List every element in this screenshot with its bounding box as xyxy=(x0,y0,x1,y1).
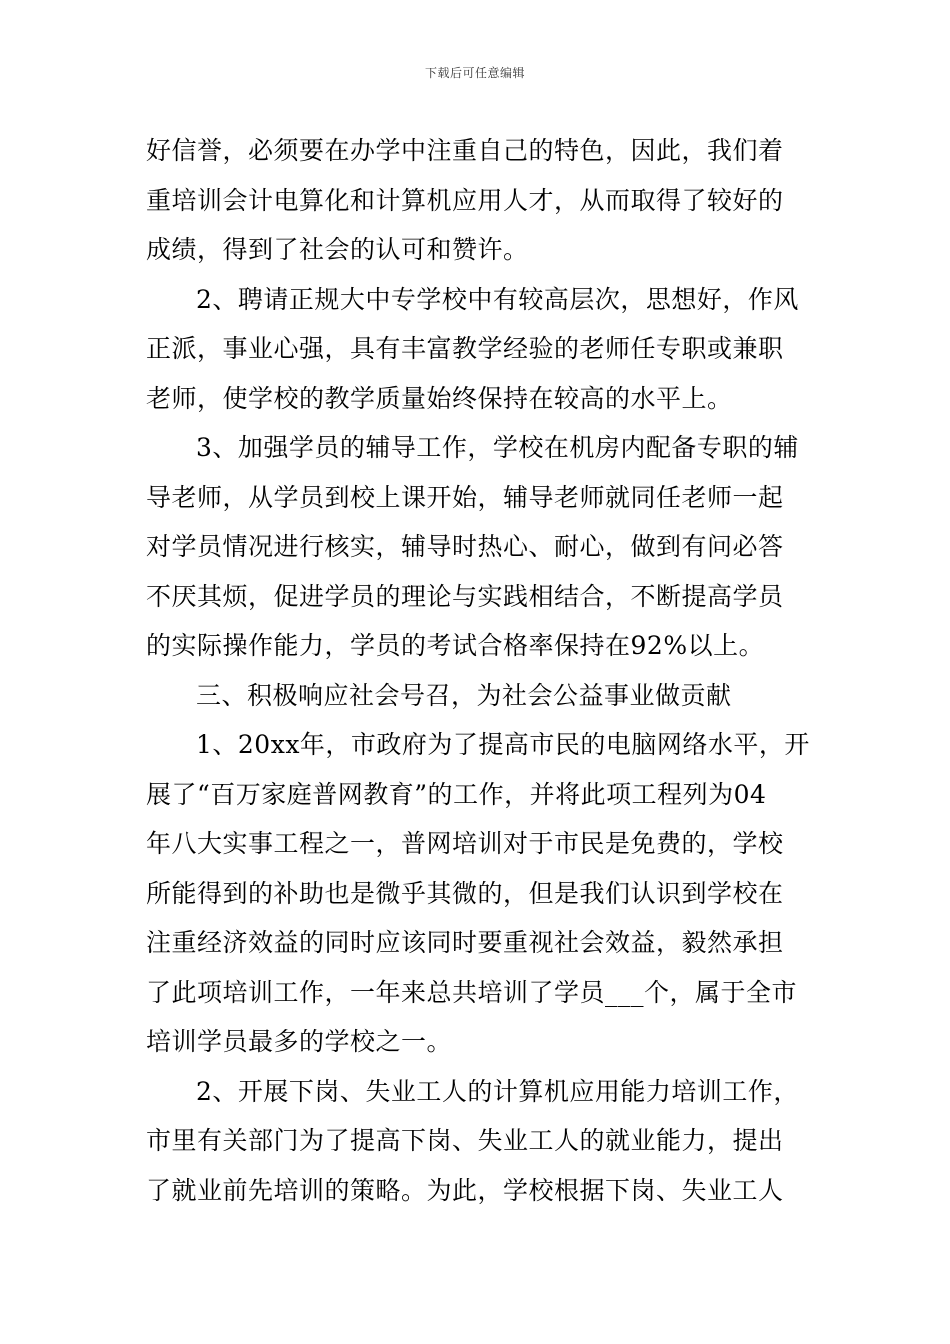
paragraph-start-line: 2、开展下岗、失业工人的计算机应用能力培训工作， xyxy=(196,1076,799,1106)
paragraph-start-line: 1、20xx年，市政府为了提高市民的电脑网络水平，开 xyxy=(196,730,810,759)
text-line: 年八大实事工程之一，普网培训对于市民是免费的，学校 xyxy=(146,829,784,858)
text-line: 注重经济效益的同时应该同时要重视社会效益，毅然承担 xyxy=(146,928,784,957)
text-line: 了就业前先培训的策略。为此，学校根据下岗、失业工人 xyxy=(146,1175,784,1205)
paragraph-start-line: 3、加强学员的辅导工作，学校在机房内配备专职的辅 xyxy=(196,433,799,462)
text-line: 正派，事业心强，具有丰富教学经验的老师任专职或兼职 xyxy=(146,334,784,363)
text-line: 的实际操作能力，学员的考试合格率保持在92%以上。 xyxy=(146,631,765,660)
text-line: 好信誉，必须要在办学中注重自己的特色，因此，我们着 xyxy=(146,136,784,165)
text-line: 市里有关部门为了提高下岗、失业工人的就业能力，提出 xyxy=(146,1126,784,1155)
section-heading: 三、积极响应社会号召，为社会公益事业做贡献 xyxy=(196,680,732,710)
text-line: 了此项培训工作，一年来总共培训了学员___个，属于全市 xyxy=(146,977,798,1007)
text-line: 对学员情况进行核实，辅导时热心、耐心，做到有问必答 xyxy=(146,532,784,561)
text-line: 不厌其烦，促进学员的理论与实践相结合，不断提高学员 xyxy=(146,581,784,611)
text-line: 老师，使学校的教学质量始终保持在较高的水平上。 xyxy=(146,383,733,413)
body-text xyxy=(146,126,808,1215)
header-note: 下载后可任意编辑 xyxy=(424,66,525,80)
text-line: 重培训会计电算化和计算机应用人才，从而取得了较好的 xyxy=(146,185,784,215)
text-line: 展了“百万家庭普网教育”的工作，并将此项工程列为04 xyxy=(146,779,767,809)
text-line: 导老师，从学员到校上课开始，辅导老师就同任老师一起 xyxy=(146,482,784,512)
text-line: 所能得到的补助也是微乎其微的，但是我们认识到学校在 xyxy=(146,878,784,908)
paragraph-start-line: 2、聘请正规大中专学校中有较高层次，思想好，作风 xyxy=(196,284,799,314)
text-line: 培训学员最多的学校之一。 xyxy=(146,1027,453,1056)
text-line: 成绩，得到了社会的认可和赞许。 xyxy=(146,235,529,264)
